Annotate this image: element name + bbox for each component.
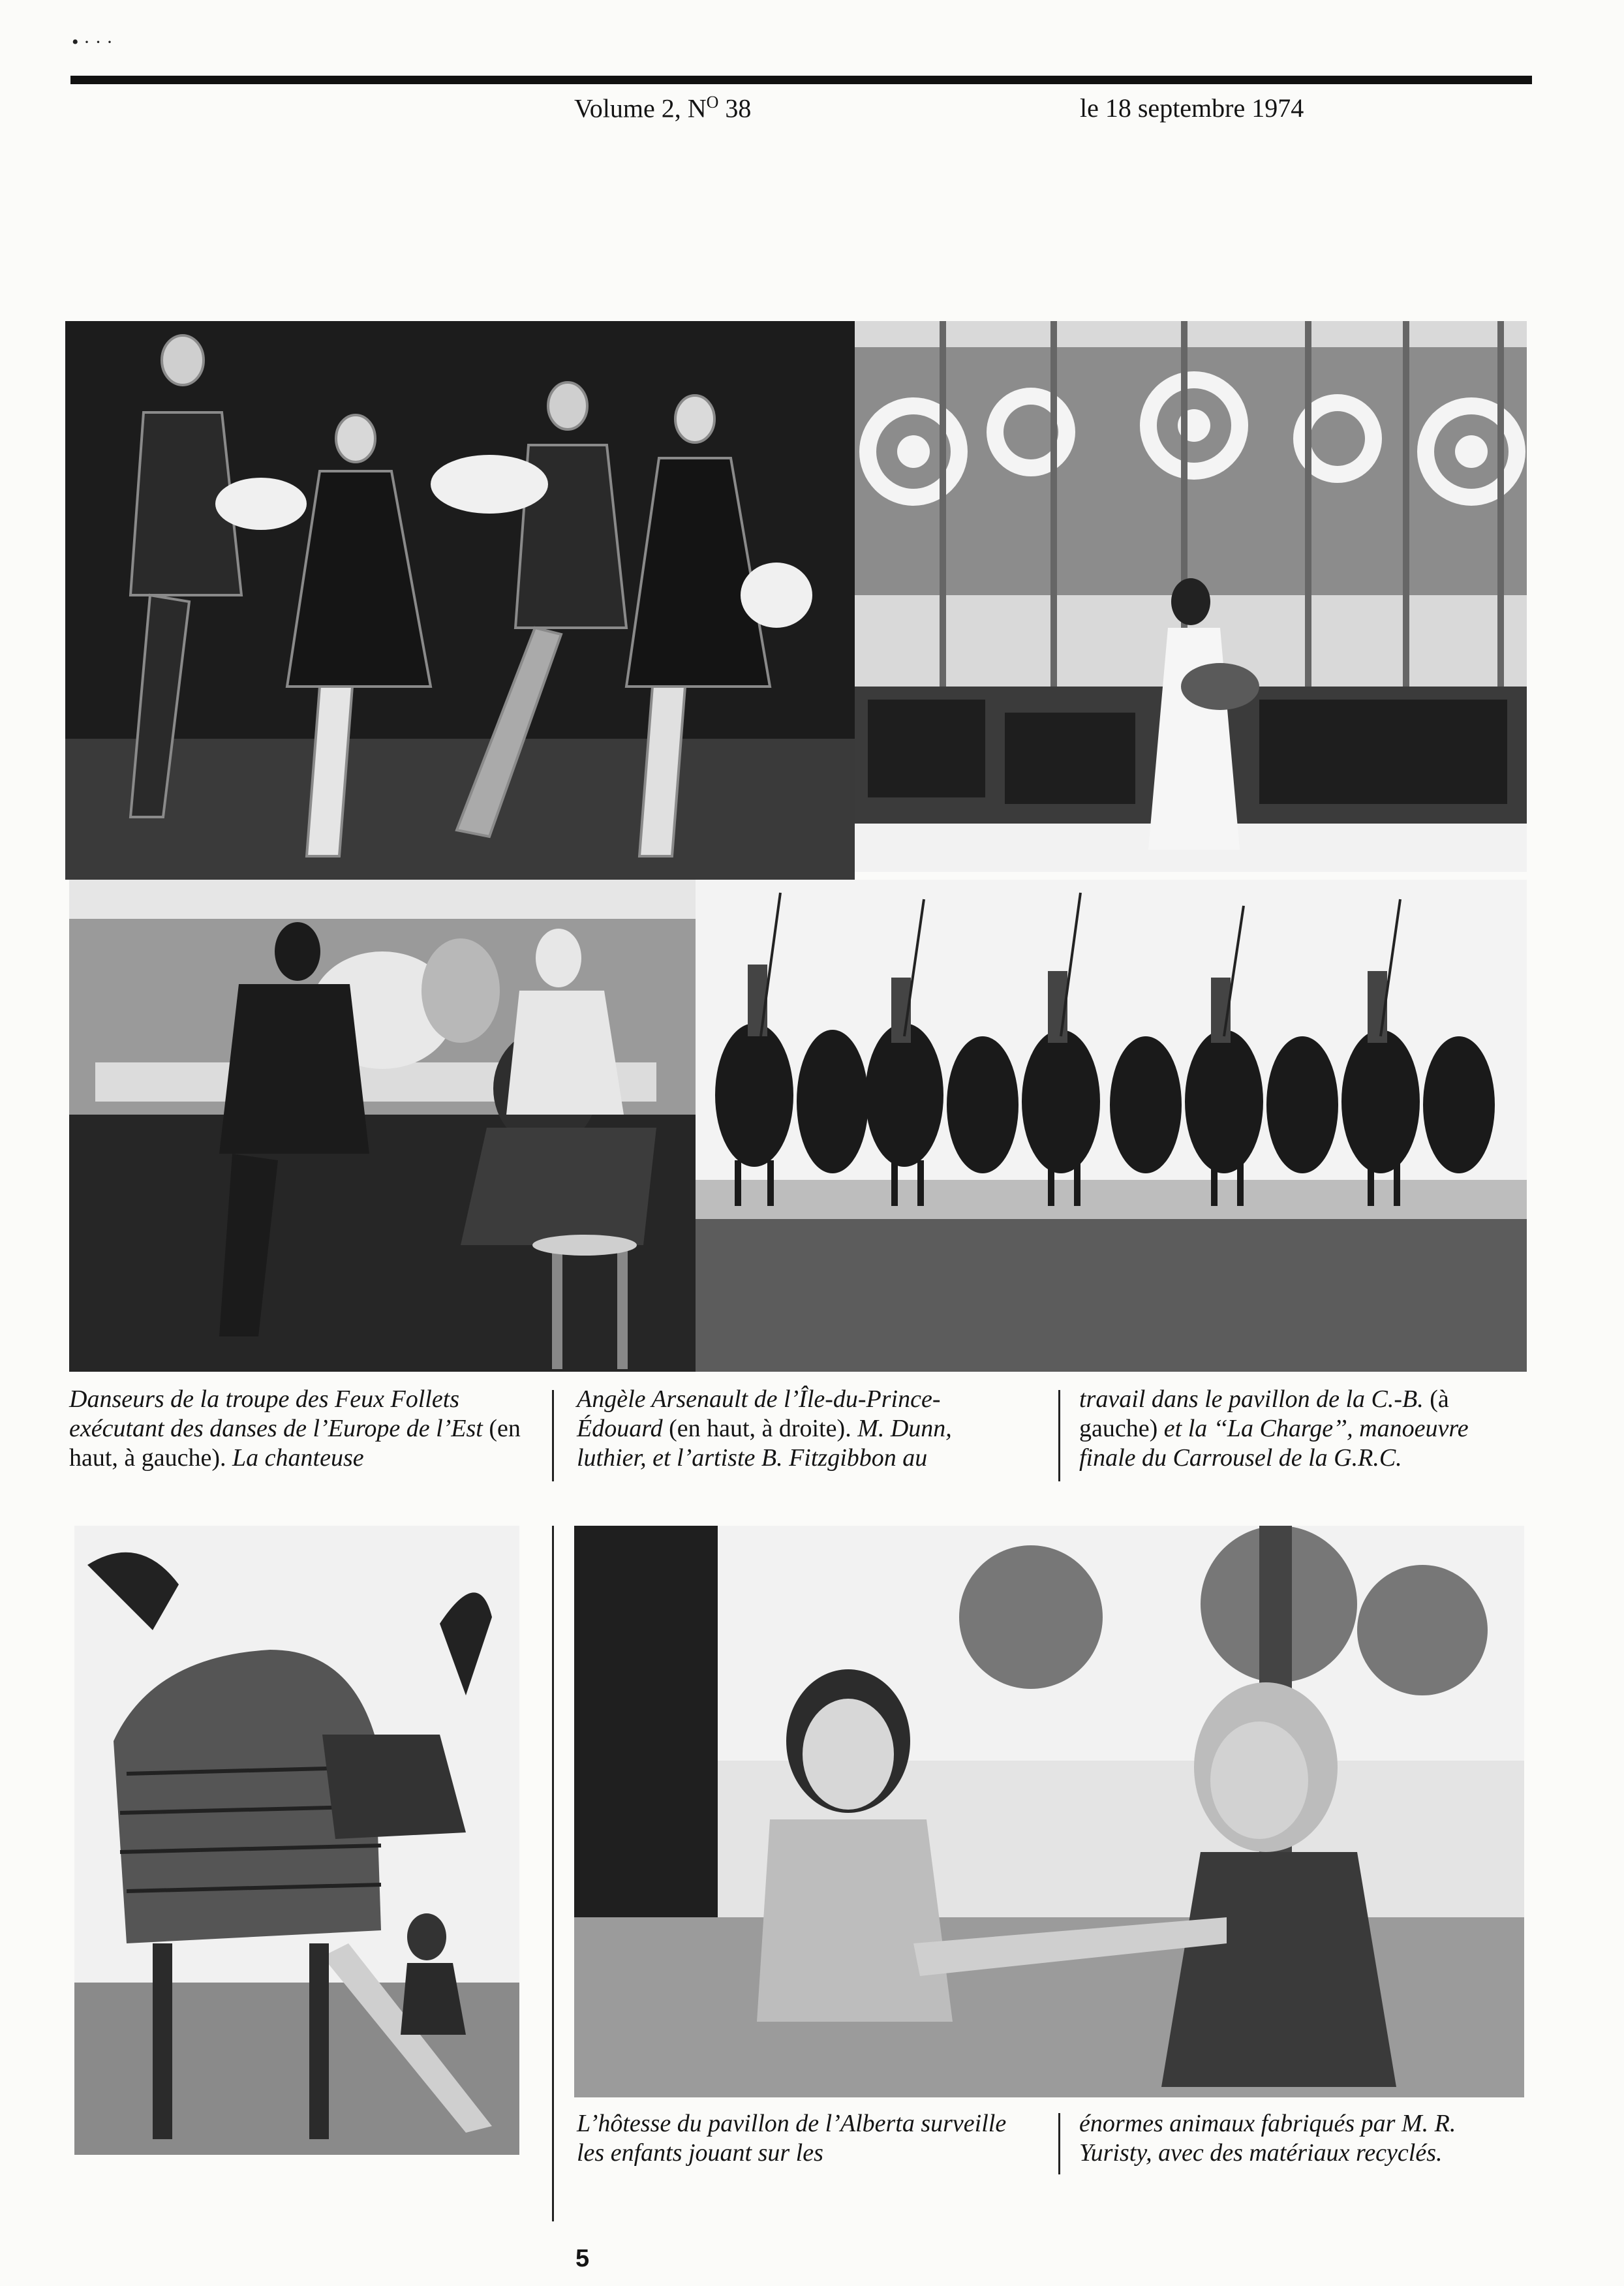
photo-hostess-child (574, 1526, 1524, 2097)
photo-wooden-animal (74, 1526, 519, 2155)
caption-top-col2-b: (en haut, à droite). (669, 1415, 858, 1442)
page-number: 5 (575, 2245, 590, 2272)
column-divider (552, 1526, 554, 2221)
caption-top-col3-b: (à gauche) (1079, 1385, 1449, 1442)
photo-luthier (69, 880, 696, 1372)
caption-top-col2 (577, 1385, 1020, 1473)
caption-top-col2-c: M. Dunn, luthier, et l’artiste B. Fitzgibbon au (577, 1415, 952, 1472)
caption-divider-3 (1058, 2113, 1060, 2174)
caption-top-col1 (69, 1385, 539, 1473)
caption-bottom-col1-text: L’hôtesse du pavillon de l’Alberta surveille les enfants jouant sur les (577, 2110, 1007, 2167)
caption-bottom-col2 (1079, 2109, 1529, 2168)
caption-bottom-col1 (577, 2109, 1020, 2168)
caption-bottom-col2-text: énormes animaux fabriqués par M. R. Yuristy, avec des matériaux recyclés. (1079, 2110, 1456, 2167)
photo-musical-ride (696, 880, 1527, 1372)
caption-top-col1-a: Danseurs de la troupe des Feux Follets exécutant des danses de l’Europe de l’Est (69, 1385, 489, 1442)
header-rule (70, 76, 1532, 84)
caption-divider-1 (552, 1390, 554, 1481)
photo-dancers (65, 321, 855, 880)
caption-top-col1-c: La chanteuse (232, 1444, 364, 1472)
scan-mark: • · · · (72, 31, 113, 53)
caption-top-col3-c: et la ‘‘La Charge’’, manoeuvre finale du Carrousel de la G.R.C. (1079, 1415, 1469, 1472)
volume-label: Volume 2, N (574, 93, 707, 123)
photo-singer (855, 321, 1527, 872)
issue-number: 38 (718, 93, 752, 123)
caption-top-col3-a: travail dans le pavillon de la C.-B. (1079, 1385, 1430, 1413)
caption-top-col3 (1079, 1385, 1529, 1473)
caption-divider-2 (1058, 1390, 1060, 1481)
issue-date: le 18 septembre 1974 (1080, 93, 1304, 123)
volume-superscript: O (706, 93, 719, 112)
issue-volume (574, 93, 751, 123)
caption-top-col2-a: Angèle Arsenault de l’Île-du-Prince-Édouard (577, 1385, 941, 1442)
caption-top-col1-b: (en haut, à gauche). (69, 1415, 521, 1472)
